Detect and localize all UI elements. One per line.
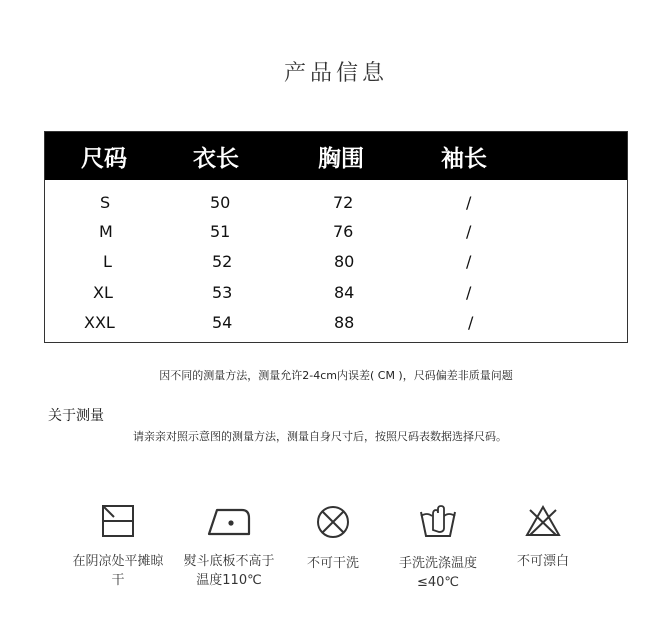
cell-length: 54	[212, 313, 233, 332]
cell-size: S	[100, 193, 111, 212]
header-chest: 胸围	[318, 146, 364, 172]
cell-length: 53	[212, 283, 233, 302]
cell-chest: 80	[334, 252, 355, 271]
cell-size: L	[103, 252, 112, 271]
cell-sleeve: /	[468, 313, 474, 332]
cell-chest: 72	[333, 193, 354, 212]
page-title: 产品信息	[283, 61, 388, 86]
table-header	[45, 132, 627, 180]
cell-size: XL	[93, 283, 113, 302]
cell-sleeve: /	[466, 283, 472, 302]
care-item	[70, 504, 166, 590]
cell-sleeve: /	[466, 222, 472, 241]
care-item	[181, 504, 277, 590]
about-heading: 关于测量	[48, 408, 104, 424]
cell-sleeve: /	[466, 252, 472, 271]
cell-length: 51	[210, 222, 231, 241]
cell-size: M	[99, 222, 113, 241]
care-item	[285, 504, 381, 573]
care-label: 熨斗底板不高于温度110℃	[183, 554, 275, 588]
dry-flat-shade-icon	[101, 504, 135, 538]
header-size: 尺码	[81, 146, 127, 172]
header-length: 衣长	[193, 146, 239, 172]
cell-chest: 84	[334, 283, 355, 302]
care-label: 不可干洗	[306, 556, 359, 571]
cell-chest: 76	[333, 222, 354, 241]
cell-chest: 88	[334, 313, 355, 332]
size-table	[44, 131, 628, 343]
header-sleeve: 袖长	[441, 146, 487, 172]
care-item	[495, 504, 591, 571]
care-label: 在阴凉处平摊晾干	[72, 554, 164, 588]
measurement-note: 因不同的测量方法，测量允许2-4cm内误差( CM )，尺码偏差非质量问题	[159, 369, 513, 382]
care-label: 不可漂白	[516, 554, 569, 569]
care-item	[390, 504, 486, 592]
iron-low-icon	[206, 504, 252, 538]
cell-sleeve: /	[466, 193, 472, 212]
no-dry-clean-icon	[315, 504, 351, 540]
cell-length: 52	[212, 252, 233, 271]
hand-wash-icon	[418, 504, 458, 540]
cell-size: XXL	[84, 313, 115, 332]
about-description: 请亲亲对照示意图的测量方法，测量自身尺寸后，按照尺码表数据选择尺码。	[133, 430, 507, 443]
cell-length: 50	[210, 193, 231, 212]
no-bleach-icon	[524, 504, 562, 538]
care-label: 手洗洗涤温度≤40℃	[398, 556, 477, 590]
